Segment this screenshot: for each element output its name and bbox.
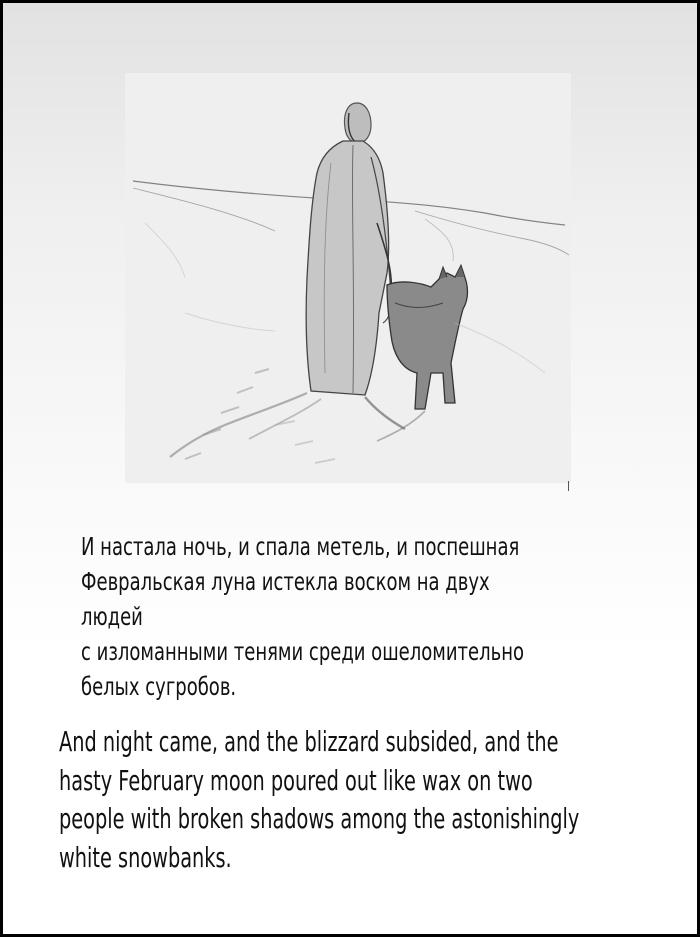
caption-english: And night came, and the blizzard subsided, and the hasty February moon poured out like wax on two people with broken shadows among the astonishingly white snowbanks. bbox=[59, 725, 580, 874]
sketch-corner-mark bbox=[568, 481, 569, 491]
sketch-drawing bbox=[125, 73, 571, 483]
caption-russian: И настала ночь, и спала метель, и поспешная Февральская луна истекла воском на двух людей с изломанными тенями среди ошеломительно белых сугробов. bbox=[81, 532, 524, 701]
pencil-sketch-illustration bbox=[125, 73, 571, 483]
